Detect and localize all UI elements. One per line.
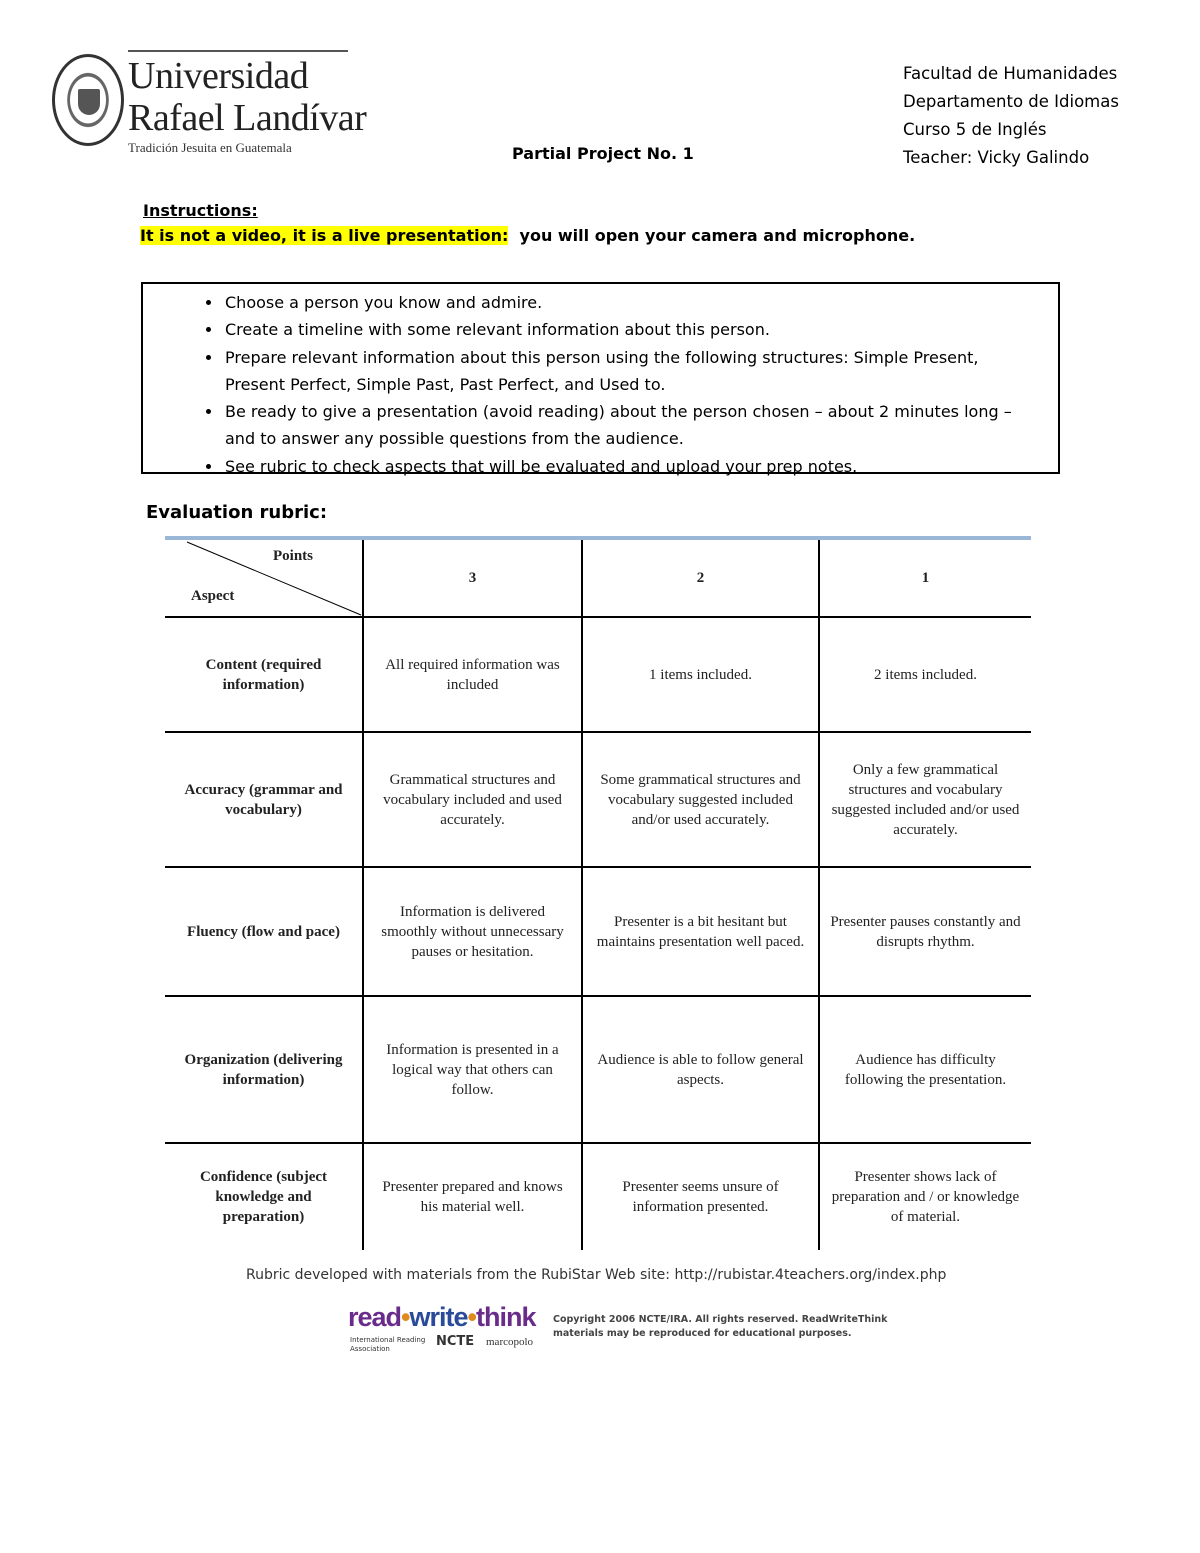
copyright-line2: materials may be reproduced for educational purposes. [553,1328,852,1339]
task-item: • See rubric to check aspects that will be evaluated and upload your prep notes. [223,453,1040,480]
rubric-cell: All required information was included [363,617,582,732]
task-item: • Choose a person you know and admire. [223,289,1040,316]
score-header: 3 [363,540,582,617]
logo-write: write [409,1302,468,1332]
partner-marcopolo: marcopolo [486,1336,534,1348]
rubric-cell: Grammatical structures and vocabulary included and used accurately. [363,732,582,867]
rubric-cell: Some grammatical structures and vocabulary suggested included and/or used accurately. [582,732,819,867]
course: Curso 5 de Inglés [903,120,1047,139]
rubric-cell: Presenter pauses constantly and disrupts rhythm. [819,867,1031,996]
rubric-row [165,1143,1031,1250]
readwritethink-logo [348,1302,548,1358]
rubric-cell: Presenter prepared and knows his material well. [363,1143,582,1250]
score-header: 2 [582,540,819,617]
department: Departamento de Idiomas [903,92,1119,111]
copyright-line1: Copyright 2006 NCTE/IRA. All rights reserved. ReadWriteThink [553,1314,888,1325]
university-logo [52,48,367,163]
task-item: • Be ready to give a presentation (avoid reading) about the person chosen – about 2 minutes long – and to answer any possible questions from the audience. [223,398,1040,453]
rubric-aspect: Accuracy (grammar and vocabulary) [165,732,363,867]
rubric-cell: Audience has difficulty following the presentation. [819,996,1031,1143]
task-list [177,289,1040,480]
logo-dot: • [467,1302,476,1332]
rubric-cell: 1 items included. [582,617,819,732]
rubric-cell: Information is delivered smoothly without unnecessary pauses or hesitation. [363,867,582,996]
rubric-cell: Only a few grammatical structures and vocabulary suggested included and/or used accurately. [819,732,1031,867]
rubric-heading: Evaluation rubric: [146,502,328,523]
instructions-rest: you will open your camera and microphone. [508,226,916,245]
university-seal-icon [52,54,124,146]
instructions-line [140,226,915,245]
instructions-label: Instructions: [143,201,258,220]
logo-think: think [475,1302,536,1332]
rubric-cell: Audience is able to follow general aspects. [582,996,819,1143]
rubric-cell: Presenter is a bit hesitant but maintains presentation well paced. [582,867,819,996]
instructions-highlight: It is not a video, it is a live presentation: [140,226,509,245]
rubric-header-row [165,540,1031,617]
rubric-aspect: Content (required information) [165,617,363,732]
rubric-row [165,617,1031,732]
rubric-cell: 2 items included. [819,617,1031,732]
faculty: Facultad de Humanidades [903,64,1118,83]
logo-line1: Universidad [128,55,309,97]
logo-dot: • [401,1302,410,1332]
rubric-table [165,540,1031,1250]
logo-read: read [348,1302,402,1332]
rubric-corner-cell [165,540,363,617]
task-box [141,282,1060,474]
logo-line2: Rafael Landívar [128,97,367,139]
partner-ira: International Reading Association [350,1336,426,1353]
rubric-cell: Presenter shows lack of preparation and / or knowledge of material. [831,1169,1020,1225]
task-item: • Create a timeline with some relevant information about this person. [223,316,1040,343]
rubric-cell: Information is presented in a logical way that others can follow. [363,996,582,1143]
rubric-row [165,867,1031,996]
score-header: 1 [819,540,1031,617]
rubric-row [165,732,1031,867]
rubric-source-note: Rubric developed with materials from the RubiStar Web site: http://rubistar.4teachers.org/index.php [246,1267,947,1283]
header-info [903,60,1119,172]
task-item: • Prepare relevant information about this person using the following structures: Simple Present, Present Perfect, Simple Past, Past Perfect, and Used to. [223,344,1040,399]
project-title: Partial Project No. 1 [512,144,694,163]
rubric-cell: Presenter seems unsure of information presented. [582,1143,819,1250]
rubric-aspect: Fluency (flow and pace) [165,867,363,996]
corner-aspect-label: Aspect [191,588,235,604]
rubric-aspect: Confidence (subject knowledge and preparation) [165,1143,363,1250]
logo-tagline: Tradición Jesuita en Guatemala [128,140,292,155]
copyright-note [553,1313,887,1341]
teacher: Teacher: Vicky Galindo [903,148,1090,167]
corner-points-label: Points [273,548,314,564]
rubric-row [165,996,1031,1143]
partner-ncte: NCTE [436,1334,475,1349]
rubric-aspect: Organization (delivering information) [165,996,363,1143]
